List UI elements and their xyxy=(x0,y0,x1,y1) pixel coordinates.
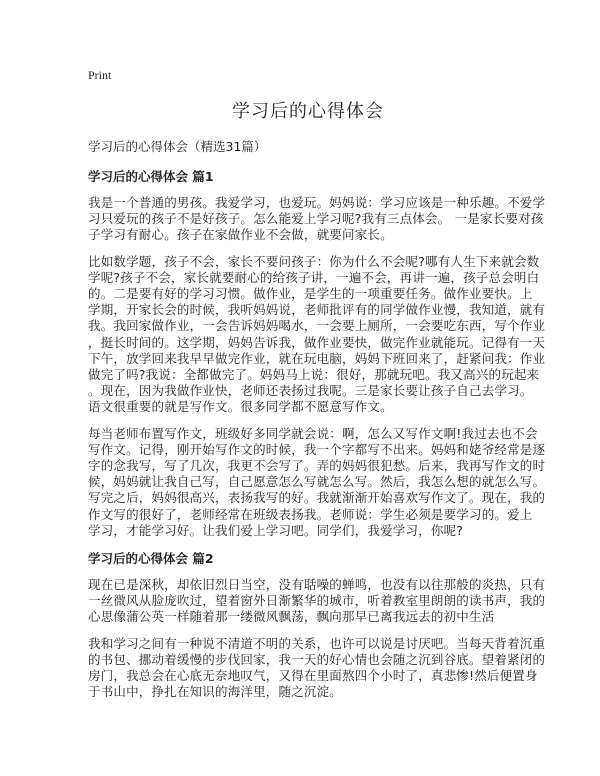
print-label: Print xyxy=(88,68,112,82)
paragraph-line: 房门，我总会在心底无奈地叹气，又得在里面熬四个小时了，真悲惨!然后便置身 xyxy=(88,668,538,684)
section-heading: 学习后的心得体会 篇1 xyxy=(88,169,214,184)
paragraph-line: 比如数学题，孩子不会，家长不要问孩子：你为什么不会呢?哪有人生下来就会数 xyxy=(88,253,540,269)
paragraph-line: 心思像蒲公英一样随着那一缕微风飘荡，飘向那早已离我远去的初中生活 xyxy=(88,609,495,625)
paragraph-line: 语文很重要的就是写作文。很多同学都不愿意写作文。 xyxy=(88,399,393,415)
paragraph-line: 的。二是要有好的学习习惯。做作业，是学生的一项重要任务。做作业要快。上 xyxy=(88,286,533,302)
paragraph-line: 候，妈妈就让我自己写，自己愿意怎么写就怎么写。然后，我怎么想的就怎么写。 xyxy=(88,474,546,490)
paragraph-line: 写完之后，妈妈很高兴，表扬我写的好。我就渐渐开始喜欢写作文了。现在，我的 xyxy=(88,490,546,506)
section-heading: 学习后的心得体会 篇2 xyxy=(88,551,214,567)
sections xyxy=(88,167,546,700)
paragraph-line: ，挺长时间的。这学期，妈妈告诉我，做作业要快，做完作业就能玩。记得有一天 xyxy=(88,334,546,350)
paragraph-line: 学期，开家长会的时候，我听妈妈说，老师批评有的同学做作业慢，我知道，就有 xyxy=(88,302,546,318)
paragraph-line: 下午，放学回来我早早做完作业，就在玩电脑，妈妈下班回来了，赶紧问我：作业 xyxy=(88,350,546,366)
paragraph-line: 我是一个普通的男孩。我爱学习，也爱玩。妈妈说：学习应该是一种乐趣。不爱学 xyxy=(88,195,546,210)
paragraph xyxy=(88,577,546,626)
paragraph-line: 我和学习之间有一种说不清道不明的关系，也许可以说是讨厌吧。当每天背着沉重 xyxy=(88,635,546,651)
paragraph-line: 一丝微风从脸庞吹过，望着窗外日渐繁华的城市，听着教室里朗朗的读书声，我的 xyxy=(88,593,546,609)
paragraph-line: 习只爱玩的孩子不是好孩子。怎么能爱上学习呢?我有三点体会。 一是家长要对孩 xyxy=(88,211,544,227)
paragraph xyxy=(88,425,546,539)
paragraph xyxy=(88,195,546,244)
paragraph-line: 我。我回家做作业，一会告诉妈妈喝水，一会要上厕所，一会要吃东西，写个作业 xyxy=(88,318,546,334)
document-title: 学习后的心得体会 xyxy=(232,101,384,122)
paragraph xyxy=(88,635,546,701)
document-subtitle: 学习后的心得体会（精选31篇） xyxy=(88,139,267,154)
paragraph-line: 作文写的很好了，老师经常在班级表扬我。老师说：学生必须是要学习的。爱上 xyxy=(88,506,533,522)
paragraph-line: 做完了吗?我说：全都做完了。妈妈马上说：很好，那就玩吧。我又高兴的玩起来 xyxy=(88,367,540,383)
paragraph-line: 于书山中，挣扎在知识的海洋里，随之沉淀。 xyxy=(88,684,343,700)
paragraph-line: 学习，才能学习好。让我们爱上学习吧。同学们，我爱学习，你呢? xyxy=(88,522,464,538)
paragraph-line: 的书包、挪动着缓慢的步伐回家，我一天的好心情也会随之沉到谷底。望着紧闭的 xyxy=(88,651,546,667)
paragraph-line: 写作文。记得，刚开始写作文的时候，我一个字都写不出来。妈妈和姥爷经常是逐 xyxy=(88,441,546,457)
paragraph xyxy=(88,253,546,416)
document xyxy=(88,68,546,710)
paragraph-line: 学呢?孩子不会，家长就要耐心的给孩子讲，一遍不会，再讲一遍，孩子总会明白 xyxy=(88,269,540,285)
paragraph-line: 子学习有耐心。孩子在家做作业不会做，就要问家长。 xyxy=(88,227,393,243)
paragraph-line: 。现在，因为我做作业快，老师还表扬过我呢。三是家长要让孩子自己去学习。 xyxy=(88,383,533,399)
paragraph-line: 字的念我写，写了几次，我更不会写了。弄的妈妈很犯愁。后来，我再写作文的时 xyxy=(88,458,546,474)
paragraph-line: 现在已是深秋，却依旧烈日当空，没有聒噪的蝉鸣，也没有以往那般的炎热，只有 xyxy=(88,577,546,593)
paragraph-line: 每当老师布置写作文，班级好多同学就会说：啊，怎么又写作文啊!我过去也不会 xyxy=(88,425,538,441)
